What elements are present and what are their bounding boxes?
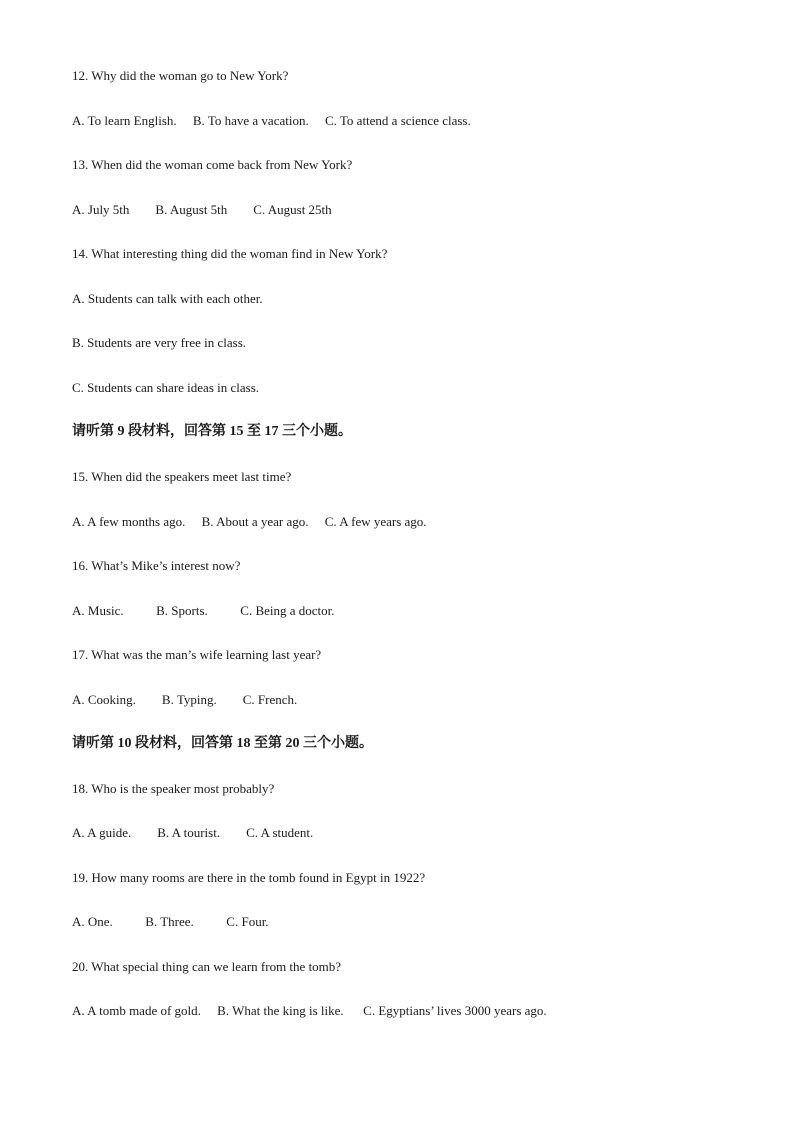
question-13: 13. When did the woman come back from New York? <box>72 157 353 172</box>
section-heading-10: 请听第 10 段材料，回答第 18 至第 20 三个小题。 <box>72 736 373 751</box>
question-20-options: A. A tomb made of gold. B. What the king is like. C. Egyptians’ lives 3000 years ago. <box>72 1003 547 1018</box>
question-15-options: A. A few months ago. B. About a year ago. C. A few years ago. <box>72 514 427 529</box>
question-15: 15. When did the speakers meet last time? <box>72 469 292 484</box>
question-18: 18. Who is the speaker most probably? <box>72 781 275 796</box>
question-14-option-c: C. Students can share ideas in class. <box>72 380 260 395</box>
question-20: 20. What special thing can we learn from the tomb? <box>72 959 342 974</box>
question-13-options: A. July 5th B. August 5th C. August 25th <box>72 202 332 217</box>
question-19: 19. How many rooms are there in the tomb found in Egypt in 1922? <box>72 870 426 885</box>
question-14: 14. What interesting thing did the woman find in New York? <box>72 246 388 261</box>
question-16-options: A. Music. B. Sports. C. Being a doctor. <box>72 603 335 618</box>
question-12-options: A. To learn English. B. To have a vacation. C. To attend a science class. <box>72 113 471 128</box>
question-12: 12. Why did the woman go to New York? <box>72 68 289 83</box>
question-14-option-b: B. Students are very free in class. <box>72 335 247 350</box>
question-16: 16. What’s Mike’s interest now? <box>72 558 241 573</box>
question-14-option-a: A. Students can talk with each other. <box>72 291 263 306</box>
question-19-options: A. One. B. Three. C. Four. <box>72 914 269 929</box>
section-heading-9: 请听第 9 段材料，回答第 15 至 17 三个小题。 <box>72 424 352 439</box>
question-17-options: A. Cooking. B. Typing. C. French. <box>72 692 298 707</box>
question-18-options: A. A guide. B. A tourist. C. A student. <box>72 825 314 840</box>
question-17: 17. What was the man’s wife learning last year? <box>72 647 322 662</box>
